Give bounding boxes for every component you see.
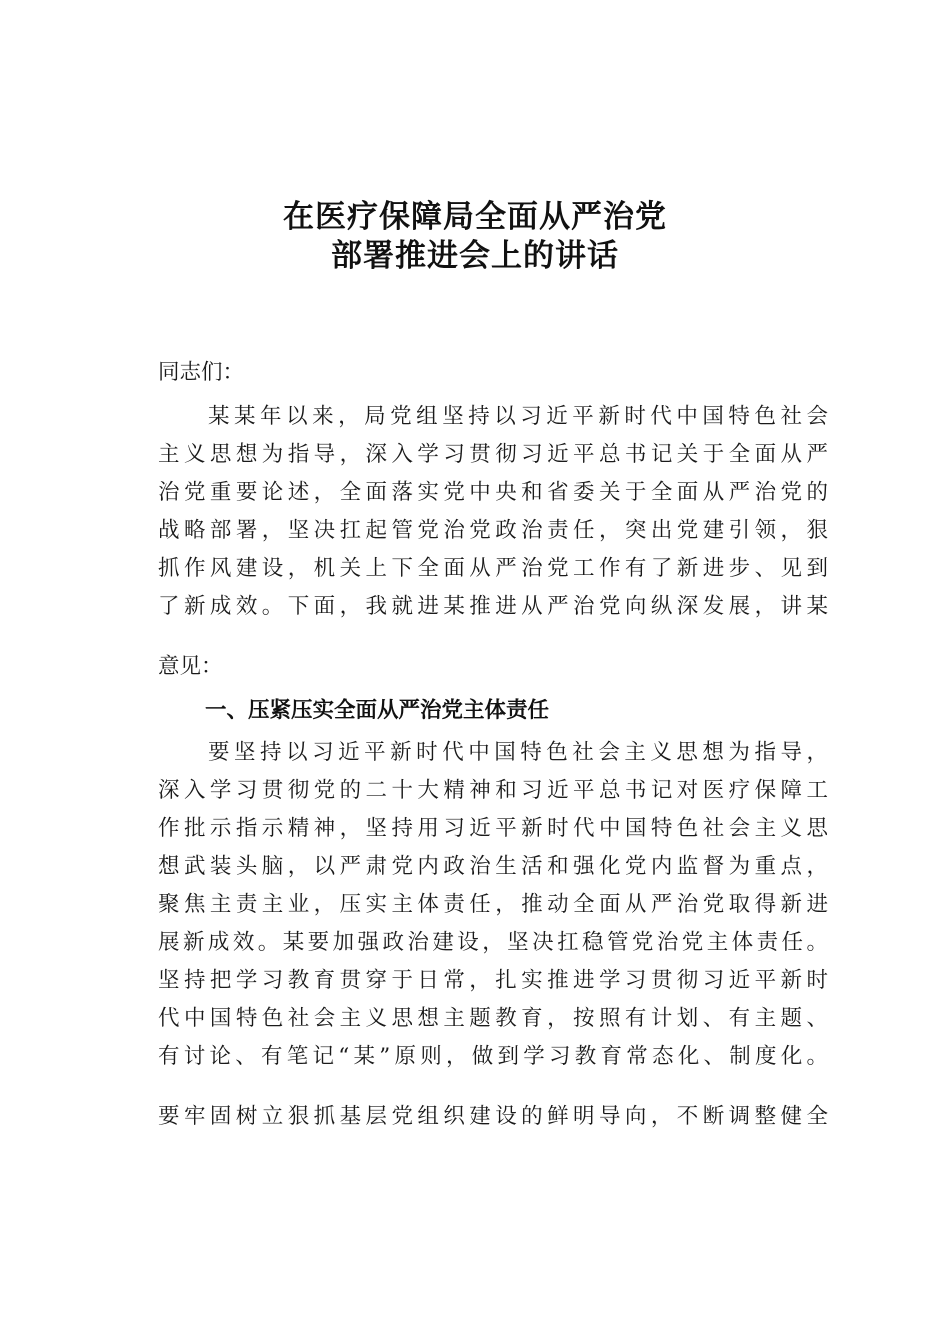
- paragraph-line: 想武装头脑，以严肃党内政治生活和强化党内监督为重点，: [158, 854, 828, 879]
- paragraph-line: 代中国特色社会主义思想主题教育，按照有计划、有主题、: [158, 1006, 828, 1031]
- paragraph-line: 要坚持以习近平新时代中国特色社会主义思想为指导，: [208, 740, 828, 765]
- paragraph-line: 某某年以来，局党组坚持以习近平新时代中国特色社会: [208, 404, 828, 429]
- document-title-line-2: 部署推进会上的讲话: [331, 238, 619, 274]
- paragraph-line: 要牢固树立狠抓基层党组织建设的鲜明导向，不断调整健全: [158, 1104, 828, 1129]
- paragraph-1-end: [158, 648, 828, 686]
- paragraph-line: 深入学习贯彻党的二十大精神和习近平总书记对医疗保障工: [158, 778, 828, 803]
- paragraph-line: 意见：: [158, 654, 223, 679]
- paragraph-3: [158, 1098, 828, 1136]
- paragraph-1: [158, 398, 828, 626]
- paragraph-line: 抓作风建设，机关上下全面从严治党工作有了新进步、见到: [158, 556, 828, 581]
- paragraph-line: 了新成效。下面，我就进某推进从严治党向纵深发展，讲某: [158, 594, 828, 619]
- paragraph-line: 展新成效。某要加强政治建设，坚决扛稳管党治党主体责任。: [158, 930, 828, 955]
- section-heading-1: 一、压紧压实全面从严治党主体责任: [205, 698, 550, 723]
- document-title-line-1: 在医疗保障局全面从严治党: [283, 199, 667, 235]
- paragraph-line: 作批示指示精神，坚持用习近平新时代中国特色社会主义思: [158, 816, 828, 841]
- salutation-text: 同志们：: [158, 360, 245, 385]
- salutation: [158, 354, 828, 392]
- paragraph-line: 治党重要论述，全面落实党中央和省委关于全面从严治党的: [158, 480, 828, 505]
- paragraph-line: 坚持把学习教育贯穿于日常，扎实推进学习贯彻习近平新时: [158, 968, 828, 993]
- paragraph-line: 聚焦主责主业，压实主体责任，推动全面从严治党取得新进: [158, 892, 828, 917]
- paragraph-line: 有讨论、有笔记“某”原则，做到学习教育常态化、制度化。: [158, 1044, 828, 1069]
- paragraph-line: 主义思想为指导，深入学习贯彻习近平总书记关于全面从严: [158, 442, 828, 467]
- paragraph-2: [158, 734, 828, 1076]
- paragraph-line: 战略部署，坚决扛起管党治党政治责任，突出党建引领，狠: [158, 518, 828, 543]
